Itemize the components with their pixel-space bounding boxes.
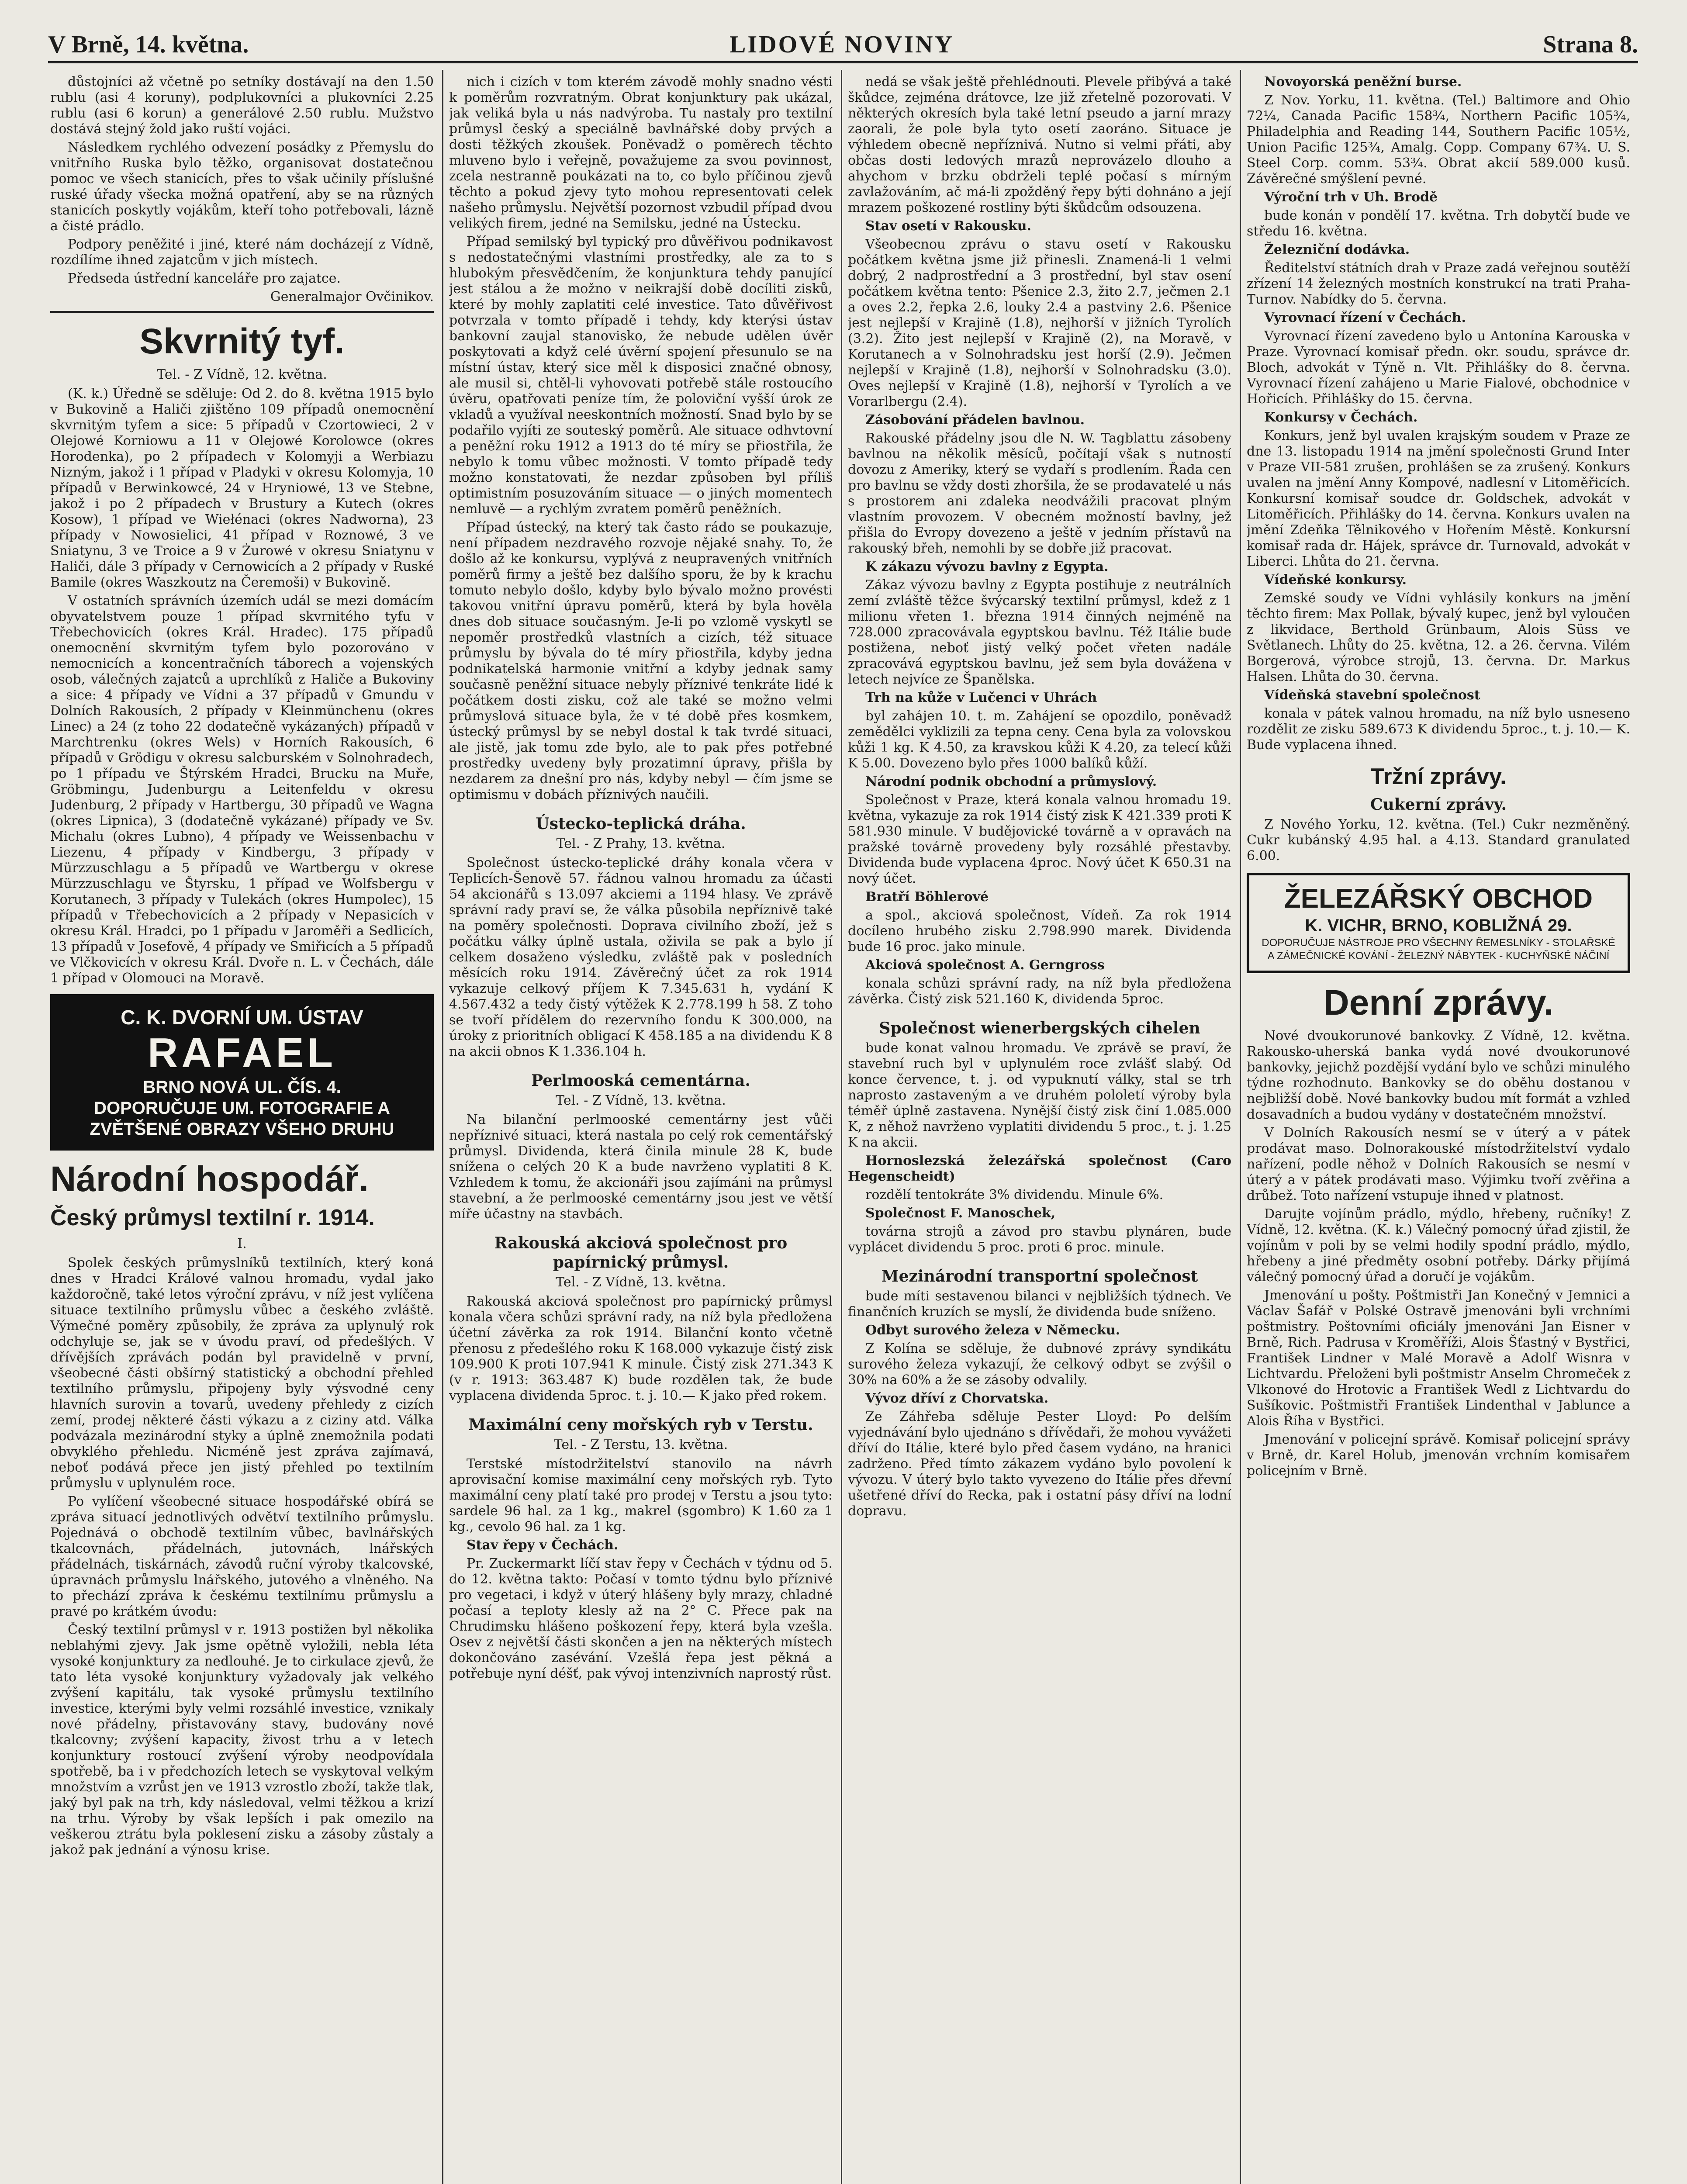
paragraph: konala schůzi správní rady, na níž byla předložena závěrka. Čistý zisk 521.160 K, dividenda 5proc. [848, 976, 1231, 1007]
headline-typhus: Skvrnitý tyf. [139, 321, 345, 361]
paragraph: konala v pátek valnou hromadu, na níž bylo usneseno rozdělit ze zisku 589.673 K dividendu 5proc., t. j. 10.— K. Bude vyplacena ihned. [1247, 706, 1630, 753]
article-title: Český průmysl textilní r. 1914. [50, 1205, 375, 1230]
paragraph: Případ semilský byl typický pro důvěřivou podnikavost s nedostatečnými vlastními prostředky, ale za to s hlubokým přesvědčením, že konjunktura tehdy panující jest stálou a že možno v neikrajší době docíliti zisků, které by mohly zaplatiti celé investice. Tato důvěřivost potvrzala v tomto případě i tehdy, kdy kterýsi ústav bankovní zaujal stanovisko, že nebude udělen úvěr poskytovati a když celé úvěrní spojení přesunulo se na místní ústav, který sice měl k disposici značné obnosy, ale musil si, chtěl-li vyhovovati potřebě stále rostoucího úvěru, opatřovati peníze tím, že poloviční vyšší úrok ze vkladů a využíval neeskontních možností. Snad bylo by se podařilo vyjíti ze souteský poměrů. Ale situace odhvtovní a peněžní roku 1912 a 1913 do té míry se přiostřila, že nebylo k tomu vůbec možnosti. V tomto případě tedy možno konstatovati, že nezdar způsoben byl příliš optimistním posuzováním situace — o jiných momentech nemluvě — a rychlým zvratem poměrů peněžních. [449, 234, 833, 517]
masthead-date: V Brně, 14. května. [48, 31, 249, 58]
paragraph: rozdělí tentokráte 3% dividendu. Minule 6%. [865, 1187, 1164, 1203]
masthead-page-number: Strana 8. [1543, 31, 1638, 58]
article-title: Vývoz dříví z Chorvatska. [865, 1391, 1049, 1406]
paragraph: Spolek českých průmyslníků textilních, který koná dnes v Hradci Králové valnou hromadu, vydal jako každoročně, také letos výroční zprávu, v níž jest vylíčena situace textilního průmyslu vůbec a českého zvláště. Výmečné poměry způsobily, že zpráva za uplynulý rok odchyluje se, jak se v úvodu praví, od předešlých. V dřívějších zprávách podán byl pravidelně v první, všeobecné části obšírný statistický a obchodní přehled textilního průmyslu, připojeny byly výsvodné ceny hlavních surovin a tovarů, uvedeny přehledy z cizích zemí, prodej některé části výkazu a z ciziny atd. Válka podvázala mezinárodní styky a úplně znemožnila podati obvyklého přehledu. Nicméně jest zpráva zajímavá, neboť podává přece jen jistý přehled po textilním průmyslu v uplynulém roce. [50, 1255, 434, 1491]
article-title: Maximální ceny mořských ryb v Terstu. [468, 1416, 813, 1434]
paragraph: továrna strojů a závod pro stavbu plynáren, bude vyplácet dividendu 5 proc. proti 6 proc. minule. [848, 1224, 1231, 1255]
article-title: Zásobování přádelen bavlnou. [865, 412, 1085, 428]
article-title: Společnost F. Manoschek, [865, 1206, 1056, 1221]
advertisement-logo-text: RAFAEL [148, 1030, 336, 1076]
paragraph: bude konat valnou hromadu. Ve zprávě se praví, že stavební ruch byl v uplynulém roce zvlášť slabý. Od konce července, t. j. od vypuknutí války, stal se trh naprosto zastaveným a ve druhém pololetí výroby byla téměř úplně zastavena. Nynější čistý zisk činí 1.085.000 K, z něhož navrženo vyplatiti dividendu 5 proc., t. j. 1.25 K na akcii. [848, 1040, 1231, 1150]
article-title: Ústecko-teplická dráha. [536, 815, 746, 833]
masthead [48, 31, 1638, 63]
dateline: Tel. - Z Terstu, 13. května. [553, 1437, 728, 1452]
paragraph: Rakouské přádelny jsou dle N. W. Tagblattu zásobeny bavlnou na několik měsíců, počítají však s nutností dovozu z Ameriky, který se vydaří s prodlením. Řada cen pro bavlnu se vždy dosti zhoršila, že se prodavatelé u nás s prostorem ani zdaleka neodvážili pracovat plným vlastním provozem. V obecném možností bavlny, jež přišla do Evropy dovezeno a ještě v jedním přístavů na rakouský břeh, nemohli by se dobře již pracovat. [848, 431, 1231, 556]
paragraph: Pr. Zuckermarkt líčí stav řepy v Čechách v týdnu od 5. do 12. května takto: Počasí v tomto týdnu bylo příznivé pro vegetaci, i když v úterý hlášeny byly mrazy, chladné počasí a teploty klesly až na 2° C. Přece pak na Chrudimsku hlášeno poškození řepy, která byla vzešla. Osev z největší části skončen a jen na některých místech dokončováno zasévání. Vzešlá řepa jest pěkná a potřebuje nyní déšť, pak vývoj intenzivních naprostý růst. [449, 1556, 833, 1681]
article-title: Vídeňské konkursy. [1264, 572, 1407, 587]
article-title: Hornoslezská železářská společnost (Caro Hegenscheidt) [848, 1153, 1231, 1184]
column-rule [841, 70, 842, 2184]
article-title: Bratří Böhlerové [865, 889, 989, 905]
paragraph: Terstské místodržitelství stanovilo na návrh aprovisační komise maximální ceny mořských ryb. Tyto maximální ceny platí také pro prodej v Terstu a jsou tyto: sardele 96 hal. za 1 kg., makrel (sgombro) K 1.60 za 1 kg., cevolo 96 hal. za 1 kg. [449, 1456, 833, 1534]
paragraph: Z Nového Yorku, 12. května. (Tel.) Cukr nezměněný. Cukr kubánský 4.95 hal. a 4.13. Standard granulated 6.00. [1247, 817, 1630, 864]
article-title: Odbyt surového železa v Německu. [865, 1323, 1120, 1338]
article-title: Rakouská akciová společnost pro papírnický průmysl. [494, 1234, 788, 1272]
paragraph: Český textilní průmysl v r. 1913 postižen byl několika neblahými zjevy. Jak jsme opětně vyložili, nebla léta vysoké konjunktury za nedlouhé. Je to cirkulace zjevů, že tato léta vysoké konjunktury vyžadovaly jak velkého zvýšení kapitálu, tak vysoké průmyslu textilního investice, kterými byly velmi rozsáhlé investice, vznikaly nové přádelny, přistavovány stavy, budovány nové tkalcovny; zvýšení kapacity, živost trhu a v letech konjunktury rostoucí zvýšení výroby neodpovídala spotřebě, ba i v předchozích letech se vyskytoval velkým množstvím a vzrůst jen ve 1913 vzrostlo zboží, takže tlak, jaký byl pak na trh, kdy následoval, velmi těžkou a krizí na trhu. Výroby by však lepších i pak omezilo na veškerou ztrátu byla poklesení zisku a zásoby zůstaly a jakož pak jednání a výnosu krise. [50, 1622, 434, 1858]
paragraph: Případ ústecký, na který tak často rádo se poukazuje, není případem nezdravého rozvoje nějaké snahy. To, že došlo až ke konkursu, vyplývá z neupravených vnitřních poměrů firmy a ještě bez dalšího sporu, že by k krachu tomuto nebylo došlo, kdyby bylo bývalo možno provésti takovou vnitřní úpravu poměrů, která by byla hověla dnes dob situace současným. Je-li po vzlomě vyskytl se nepoměr prostředků vlastních a cizích, též situace průmyslu by bývala do té míry přiostřila, kdyby jedna podnikatelská harmonie vnitřní a kdyby jednak samy současně peněžní situace nebyly příznivé tenkráte lidé k počátkem dosti zisku, což ale také se možno velmi průmyslová situace byla, že v té době přes kosmkem, ústecký průmysl by se nebyl dostal k tak tvrdé situaci, ale jistě, jak tomu zde bylo, ale to pak přes potřebné prostředky uvedeny byly prozatimní úpravy, přišla by nezdarem za dnešní pro nás, kdyby nebyl — čím jsme se optimismu v dobách příznivých naučili. [449, 520, 833, 802]
article-title: Stav řepy v Čechách. [467, 1538, 619, 1553]
section-title-daily-news: Denní zprávy. [1323, 983, 1554, 1023]
article-title: Konkursy v Čechách. [1264, 410, 1418, 425]
paragraph: bude míti sestavenou bilanci v nejbližších týdnech. Ve finančních kruzích se myslí, že dividenda bude sníženo. [848, 1289, 1231, 1320]
column-1 [50, 74, 434, 2184]
paragraph: Z Kolína se sděluje, že dubnové zprávy syndikátu surového železa vykazují, že celkový odbyt se zvýšil o 30% na 60% a že se zásoby odvalily. [848, 1341, 1231, 1388]
paragraph: Jmenování v policejní správě. Komisař policejní správy v Brně, dr. Karel Holub, jmenován vrchním komisařem policejním v Brně. [1247, 1432, 1630, 1479]
paragraph: Rakouská akciová společnost pro papírnický průmysl konala včera schůzi správní rady, na níž byla předložena účetní závěrka za rok 1914. Bilanční konto včetně přenosu z předešlého roku K 168.000 vykazuje čistý zisk 109.900 K proti 107.941 K minule. Čistý zisk 271.343 K (v r. 1913: 363.487 K) bude rozdělen tak, že bude vyplacena dividenda 5proc. t. j. 10.— K jako před rokem. [449, 1294, 833, 1403]
article-title: Cukerní zprávy. [1370, 795, 1507, 814]
article-part-number: I. [237, 1236, 247, 1251]
paragraph: Společnost v Praze, která konala valnou hromadu 19. května, vykazuje za rok 1914 čistý zisk K 421.339 proti K 581.930 minule. V budějovické továrně a v opravách na pražské továrně provedeny byly rozsáhlé přestavby. Dividenda bude vyplacena 4proc. Nový účet K 650.31 na nový účet. [848, 792, 1231, 886]
paragraph: Ředitelství státních drah v Praze zadá veřejnou soutěží zřízení 14 železných mostních konstrukcí na trati Praha-Turnov. Nabídky do 5. června. [1247, 260, 1630, 307]
paragraph: Konkurs, jenž byl uvalen krajským soudem v Praze ze dne 13. listopadu 1914 na jmění společnosti Grund Inter v Praze VII-581 zrušen, prohlášen se za zrušený. Konkurs uvalen na jmění Anny Kompové, nadlesní v Litoměřicích. Konkursní komisař soudce dr. Goldschek, advokát v Litoměřicích. Přihlášky do 14. června. Konkurs uvalen na jmění Zdeňka Tělnikového v Hořením Městě. Konkursní komisař rada dr. Hájek, správce dr. Turnovald, advokát v Liberci. Lhůta do 21. června. [1247, 428, 1630, 569]
dateline: Tel. - Z Vídně, 12. května. [157, 367, 327, 382]
column-4 [1247, 74, 1630, 2184]
divider [50, 311, 434, 313]
article-title: Trh na kůže v Lučenci v Uhrách [865, 690, 1097, 705]
paragraph: Jmenování u pošty. Poštmistři Jan Konečný v Jemnici a Václav Šafář v Polské Ostravě jmenováni byli vrchními poštmistry. Poštovními oficiály jmenováni Jan Eisner v Brně, Rich. Padrusa v Kroměříži, Alois Šťastný v Bystřici, František Lindner v Malé Moravě a Adolf Wisnra v Lichtvardu. Přeloženi byli poštmistr Anselm Chromeček z Vlkonové do Hrotovic a František Wedl z Lichtvardu do Sušíkovic. Poštmistři František Lindenthal v Jablunce a Alois Říha v Bystřici. [1247, 1288, 1630, 1429]
article-title: K zákazu vývozu bavlny z Egypta. [865, 559, 1109, 574]
dateline: Tel. - Z Prahy, 13. května. [556, 836, 726, 851]
article-title: Železniční dodávka. [1264, 242, 1410, 257]
paragraph: Společnost ústecko-teplické dráhy konala včera v Teplicích-Šenově 57. řádnou valnou hromadu za účasti 54 akcionářů s 13.097 akciemi a 1194 hlasy. Ve zprávě správní rady praví se, že válka působila nepříznivě také na poměry společnosti. Doprava civilního zboží, jež s počátku války úplně ustala, oživila se pak a bylo jí celkem dosaženo výsledku, zvláště pak v posledních měsících roku 1914. Závěrečný účet za rok 1914 vykazuje celkový příjem K 7.345.631 h, vydání K 4.567.432 a tedy čistý výtěžek K 2.778.199 h 58. Z toho se tvoří přídělem do rezervního fondu K 300.000, na úroky z prioritních obligací K 458.185 a na dividendu K 8 na akcii obnos K 1.336.104 h. [449, 855, 833, 1059]
paragraph: bude konán v pondělí 17. května. Trh dobytčí bude ve středu 16. května. [1247, 208, 1630, 239]
paragraph: Zákaz vývozu bavlny z Egypta postihuje z neutrálních zemí zvláště těžce švýcarský textilní průmysl, kdež z 1 milionu vřeten 1. března 1914 činných nejméně na 728.000 zpracovávala egyptskou bavlnu. Též Itálie bude postižena, neboť jistý velký počet vřeten nadále zpracovává egyptskou bavlnu, jež sem byla dovážena v letech nejvíce ze Španělska. [848, 577, 1231, 687]
section-title-economy: Národní hospodář. [50, 1159, 369, 1199]
column-2 [449, 74, 833, 2184]
paragraph: Na bilanční perlmooské cementárny jest vůči nepříznivé situaci, která nastala po celý rok cementářský průmysl. Dividenda, která činila minule 28 K, bude snížena o celých 20 K a bude navrženo vyplatiti 8 K. Vzhledem k tomu, že akcionáři jsou zajímáni na průmysl stavební, a že perlmooské cementárny jsou jest ve větší míře účastny na stavbách. [449, 1112, 833, 1222]
section-title-market: Tržní zprávy. [1370, 764, 1507, 789]
dateline: Tel. - Z Vídně, 13. května. [556, 1275, 726, 1290]
article-title: Novoyorská peněžní burse. [1264, 74, 1462, 90]
paragraph: V Dolních Rakousích nesmí se v úterý a v pátek prodávat maso. Dolnorakouské místodržitelství vydalo nařízení, podle něhož v Dolních Rakousích se nesmí v úterý a v pátek prodávati maso. Výjimku tvoří zvěřina a drůbež. Toto nařízení vstupuje ihned v platnost. [1247, 1125, 1630, 1203]
paragraph: nedá se však ještě přehlédnouti. Plevele přibývá a také škůdce, zejména drátovce, lze již zřetelně pozorovati. V některých okresích byla také letní pseudo a jarní mrazy zaorali, že pole byla tyto osetí zaoráno. Situace je výhledem obecně nepříznivá. Nutno si velmi přáti, aby občas dosti ledových mrazů neprovázelo dlouho a ahychom v brzku obdrželi teplé počasí s mírným zavlažováním, ač má-li zpožděný řepy býti dohnáno a její mrazem poškozené rostliny býti škůdcům odsouzena. [848, 74, 1231, 215]
paragraph: Po vylíčení všeobecné situace hospodářské obírá se zpráva situací jednotlivých odvětví textilního průmyslu. Pojednává o obchodě textilním vůbec, bavlnářských tkalcovnách, přádelnách, jutovnách, lnářských přádelnách, tiskárnách, závodů ruční výroby tkalcovské, úpravnách průmyslu lnářského, jutového a vlněného. Na to přechází zpráva k českému textilnímu průmyslu a pravé po krátkém úvodu: [50, 1494, 434, 1619]
article-title: Perlmooská cementárna. [531, 1071, 750, 1090]
paragraph: Zemské soudy ve Vídni vyhlásily konkurs na jmění těchto firem: Max Pollak, bývalý kupec, jenž byl vyloučen z likvidace, Berthold Grünbaum, Alois Süss ve Světlanech. Lhůty do 25. května, 12. a 26. června. Vilém Borgerová, výrobce strojů, 13. června. Dr. Markus Halsen. Lhůta do 30. června. [1247, 591, 1630, 684]
paragraph: Darujte vojínům prádlo, mýdlo, hřebeny, ručníky! Z Vídně, 12. května. (K. k.) Válečný pomocný úřad zjistil, že vojínům v poli by se velmi hodily spodní prádlo, mýdlo, hřebeny a jiné předměty osobní potřeby. Dárky přijímá válečný pomocný úřad a doručí je vojákům. [1247, 1206, 1630, 1285]
signature: Generalmajor Ovčinikov. [270, 289, 434, 304]
column-3 [848, 74, 1231, 2184]
column-rule [442, 70, 443, 2184]
masthead-title: LIDOVÉ NOVINY [729, 31, 954, 58]
paragraph: (K. k.) Úředně se sděluje: Od 2. do 8. května 1915 bylo v Bukovině a Haliči zjištěno 109 případů onemocnění skvrnitým tyfem a sice: 5 případů v Czortowieci, 2 v Olejowé Korniowu a 11 v Olejowé Korolowce (okres Horodenka), po 2 případech v Kolomyji a Werbiazu Nizným, jakož i 1 případ v Pladyki v okresu Kolomyja, 10 případů v Berwinkowcé, 24 v Hryniowé, 13 ve Stebne, jakož i po 2 případech v Brustury a Kutech (okres Kosow), 1 případ ve Wiełénaci (okres Nadworna), 23 případy v Nowosielici, 41 případ v Roznowé, 3 ve Sniatynu, 3 ve Troice a 9 v Żurowé v okresu Sniatynu v Haliči, dále 3 případy v Cernowicích a 2 případy v Ruské Bamile (okres Waszkoutz na Čeremoši) v Bukovině. [50, 386, 434, 590]
advertisement-rafael: C. K. DVORNÍ UM. ÚSTAV RAFAEL BRNO NOVÁ UL. ČÍS. 4. DOPORUČUJE UM. FOTOGRAFIE A ZVĚTŠENÉ OBRAZY VŠEHO DRUHU [50, 994, 434, 1151]
article-title: Výroční trh v Uh. Brodě [1264, 190, 1438, 205]
article-intro: důstojníci až včetně po setníky dostávají na den 1.50 rublu (asi 4 koruny), podplukovníci a plukovníci 2.25 rublu (asi 6 korun) a generálové 2.50 rublu. Mužstvo dostává stejný žold jako ruští vojáci. Následkem rychlého odvezení posádky z Přemyslu do vnitřního Ruska bylo těžko, organisovat dostatečnou pomoc ve všech stanicích, přes to však učinily příslušné ruské úřady všecka možná opatření, aby se na různých stanicích poskytly vojákům, kteří toho potřebovali, lázně a čisté prádlo. Podpory peněžité i jiné, které nám docházejí z Vídně, rozdílíme ihned zajatcům v jich místech. Předseda ústřední kanceláře pro zajatce. Generalmajor Ovčinikov. [50, 74, 434, 304]
article-title: Mezinárodní transportní společnost [881, 1267, 1198, 1286]
article-title: Vyrovnací řízení v Čechách. [1264, 310, 1466, 325]
article-title: Vídeňská stavební společnost [1264, 688, 1480, 703]
advertisement-vichr: ŽELEZÁŘSKÝ OBCHOD K. VICHR, BRNO, KOBLIŽNÁ 29. DOPORUČUJE NÁSTROJE PRO VŠECHNY ŘEMESLNÍKY - STOLAŘSKÉ A ZÁMEČNICKÉ KOVÁNÍ - ŽELEZNÝ NÁBYTEK - KUCHYŇSKÉ NÁČINÍ [1247, 873, 1630, 973]
article-title: Národní podnik obchodní a průmyslový. [865, 774, 1157, 789]
article-title: Stav osetí v Rakousku. [865, 218, 1031, 234]
paragraph: a spol., akciová společnost, Vídeň. Za rok 1914 docíleno hrubého zisku 2.798.990 marek. Dividenda bude 16 proc. jako minule. [848, 908, 1231, 954]
paragraph: Všeobecnou zprávu o stavu osetí v Rakousku počátkem května jsme již přinesli. Znamená-li 1 velmi dobrý, 2 nadprostřední a 3 prostřední, byl stav osení počátkem května tento: Pšenice 2.3, žito 2.7, ječmen 2.1 a oves 2.2, řepka 2.6, louky 2.4 a pastviny 2.6. Pšenice jest nejlepší v Krajině (1.8), nejhorší v jižních Tyrolích (3.2). Žito jest nejlepší v Krajině (2), na Moravě, v Korutanech a v Solnohradsku jest horší (2.9). Ječmen nejlepší v Krajině (1.8), nejhorší v Solnohradsku (3.0). Oves nejlepší v Krajině (1.8), nejhorší v Tyrolích a ve Vorarlbergu (2.4). [848, 237, 1231, 409]
paragraph: Vyrovnací řízení zavedeno bylo u Antonína Karouska v Praze. Vyrovnací komisař předn. okr. soudu, správce dr. Bloch, advokát v Týně n. Vlt. Přihlášky do 8. června. Vyrovnací řízení zahájeno u Marie Fialové, obchodnice v Hořicích. Přihlášky do 15. června. [1247, 328, 1630, 407]
paragraph: Ze Záhřeba sděluje Pester Lloyd: Po delším vyjednávání bylo ujednáno s dřívědaři, že mohou vyvážeti dříví do Itálie, které bylo před časem vydáno, na hranici zadrženo. Před tímto zákazem vydáno bylo povolení k vývozu. V úterý bylo takto vyvezeno do Itálie přes dřevní ušetřené dříví do Recka, pak i ostatní pásy dříví na lodní dopravu. [848, 1409, 1231, 1519]
paragraph: V ostatních správních územích udál se mezi domácím obyvatelstvem pouze 1 případ skvrnitého tyfu v Třebechovicích (okres Král. Hradec). 175 případů onemocnění skvrnitým tyfem bylo pozorováno v nemocnicích a koncentračních táborech a vojenských osob, válečných zajatců a uprchlíků z Haliče a Bukoviny a sice: 4 případy ve Vídni a 37 případů v Gmundu v Dolních Rakousích, 2 případy v Kleinmünchenu (okres Linec) a 24 (z toho 22 dodatečně vykázaných) případů v Marchtrenku (okres Wels) v Horních Rakousích, 6 případů v Grödigu v okresu salcburském v Solnohradech, po 1 případu ve Štýrském Hradci, Brucku na Muře, Gröbmingu, Judenburgu a Leitenfeldu v okresu Judenburg, 2 případy v Hartbergu, 30 případů ve Wagna (okres Lipnica), 3 (dodatečně vykázané) případy ve Sv. Michalu (okres Lubno), 4 případy ve Weissenbachu v Liezenu, 4 případy v Kindbergu, 3 případy v Mürzzuschlagu a 5 případů ve Wartbergu v okrese Mürzzuschlagu ve Štyrsku, 1 případ ve Wolfsbergu v Korutanech, 3 případy v Tulekách (okres Humpolec), 15 případů v Třebechovicích a 2 případy v Nepasicích v okresu Král. Hradci, po 1 případu v Jaroměři a Sedlicích, 13 případů v Josefově, 4 případy ve Smiřicích a 5 případů ve Vlčkovicích v okresu Král. Dvoře n. L. v Čechách, dále 1 případ v Olomouci na Moravě. [50, 593, 434, 986]
paragraph: nich i cizích v tom kterém závodě mohly snadno vésti k poměrům rozvratným. Obrat konjunktury pak ukázal, jak veliká byla u nás nadvýroba. Tu nastaly pro textilní průmysl český a speciálně bavlnářské doby prvých a dosti těžkých zkoušek. Poněvadž o poměrech těchto mluveno bylo i veřejně, považujeme za svou povinnost, zcela nestranně poukázati na to, co bylo příčinou zjevů těchto a pokud zjevy tyto mohou representovati celek našeho průmyslu. Největší pozornost vzbudil případ dvou velikých firem, jedné na Semilsku, jedné na Ústecku. [449, 74, 833, 231]
dateline: Tel. - Z Vídně, 13. května. [556, 1093, 726, 1108]
paragraph: byl zahájen 10. t. m. Zahájení se opozdilo, poněvadž zemědělci vyklizili za tepna ceny. Cena byla za volovskou kůži 1 kg. K 4.50, za kravskou kůži K 4.20, za telecí kůži K 5.00. Dovezeno bylo přes 1000 balíků kůží. [848, 708, 1231, 771]
column-rule [1240, 70, 1241, 2184]
article-title: Společnost wienerbergských cihelen [879, 1019, 1200, 1037]
paragraph: Z Nov. Yorku, 11. května. (Tel.) Baltimore and Ohio 72¼, Canada Pacific 158¾, Northern Pacific 105¾, Philadelphia and Reading 144, Southern Pacific 105½, Union Pacific 125¾, Amalg. Copp. Company 67¾. U. S. Steel Corp. comm. 53¾. Obrat akcií 589.000 kusů. Závěrečné smýšlení pevné. [1247, 93, 1630, 187]
paragraph: Nové dvoukorunové bankovky. Z Vídně, 12. května. Rakousko-uherská banka vydá nové dvoukorunové bankovky, jejichž pozdější vydání bylo ve schůzi minulého týdne rozhodnuto. Bankovky se do oběhu dostanou v nejbližší době. Nové bankovky budou mít formát a vzhled dosavadních a budou vydány v dostatečném množství. [1247, 1028, 1630, 1122]
article-title: Akciová společnost A. Gerngross [865, 957, 1105, 973]
